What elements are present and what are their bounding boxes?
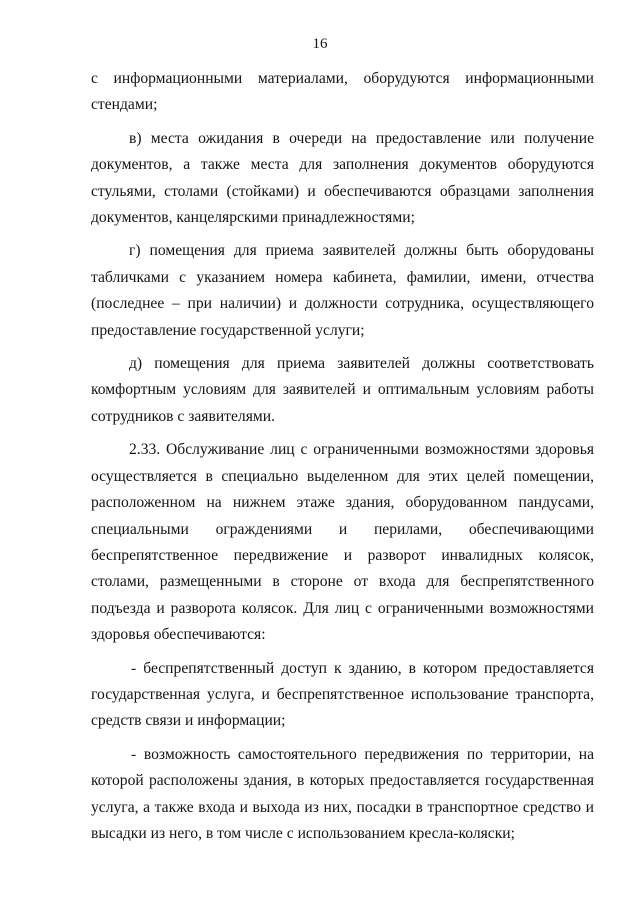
- list-item-building-access: - беспрепятственный доступ к зданию, в котором предоставляется государственная услуга, и беспрепятственное использование транспорта, средств связи и информации;: [91, 659, 594, 730]
- paragraph-waiting-areas: в) места ожидания в очереди на предоставление или получение документов, а также места для заполнения документов оборудуются стульями, столами (стойками) и обеспечиваются образцами заполнения документов, канцелярскими принадлежностями;: [91, 129, 594, 227]
- page-number: 16: [312, 36, 328, 52]
- document-body: [91, 66, 594, 854]
- paragraph-2-33-accessibility: 2.33. Обслуживание лиц с ограниченными возможностями здоровья осуществляется в специально выделенном для этих целей помещении, расположенном на нижнем этаже здания, оборудованном пандусами, специальными ограждениями и перилами, обеспечивающими беспрепятственное передвижение и разворот инвалидных колясок, столами, размещенными в стороне от входа для беспрепятственного подъезда и разворота колясок. Для лиц с ограниченными возможностями здоровья обеспечиваются:: [91, 441, 594, 644]
- paragraph-comfort-conditions: д) помещения для приема заявителей должны соответствовать комфортным условиям для заявителей и оптимальным условиям работы сотрудников с заявителями.: [91, 355, 594, 425]
- paragraph-reception-signs: г) помещения для приема заявителей должны быть оборудованы табличками с указанием номера кабинета, фамилии, имени, отчества (последнее – при наличии) и должности сотрудника, осуществляющего предоставление государственной услуги;: [91, 242, 594, 339]
- list-item-independent-movement: - возможность самостоятельного передвижения по территории, на которой расположены здания, в которых предоставляется государственная услуга, а также входа и выхода из них, посадки в транспортное средство и высадки из него, в том числе с использованием кресла-коляски;: [91, 745, 594, 842]
- paragraph-info-stands: с информационными материалами, оборудуются информационными стендами;: [91, 70, 594, 114]
